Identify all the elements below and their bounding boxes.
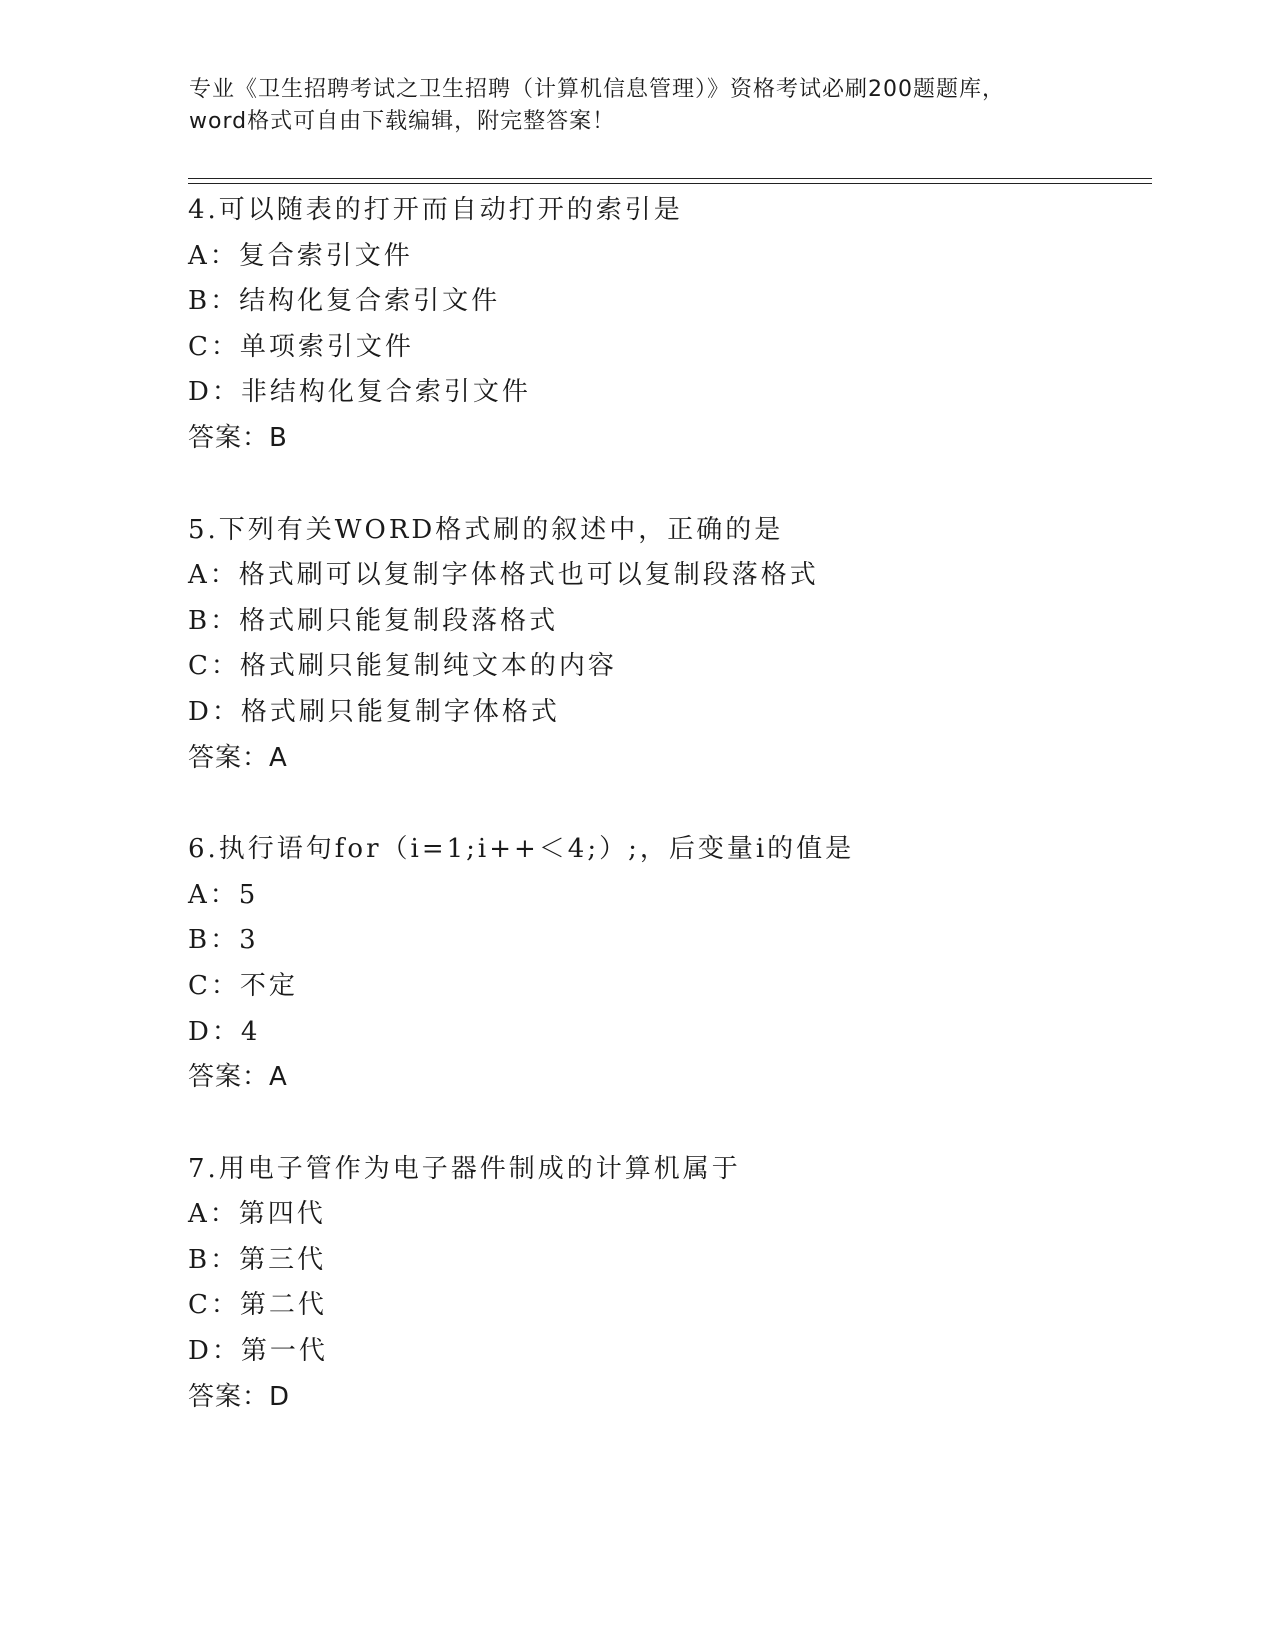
answer: 答案：B [188, 422, 288, 453]
question-7 [188, 1147, 1148, 1421]
option-label: C： [188, 651, 240, 682]
option-text: 4 [240, 1016, 261, 1047]
question-stem: 4.可以随表的打开而自动打开的索引是 [188, 195, 683, 225]
option-a [188, 553, 1148, 599]
option-b [188, 1238, 1148, 1284]
option-d [188, 370, 1148, 416]
option-a [188, 1192, 1148, 1238]
option-text: 第三代 [239, 1244, 327, 1275]
option-label: D： [188, 1336, 241, 1367]
option-label: A： [188, 560, 239, 591]
option-b [188, 599, 1148, 645]
document-header [189, 74, 1089, 138]
option-text: 3 [239, 925, 259, 956]
option-d [188, 690, 1148, 736]
answer: 答案：A [188, 742, 288, 773]
option-b [188, 279, 1148, 325]
question-6 [188, 827, 1148, 1101]
option-text: 格式刷可以复制字体格式也可以复制段落格式 [238, 560, 819, 591]
option-label: A： [188, 879, 239, 910]
option-text: 5 [238, 879, 259, 910]
option-text: 第二代 [239, 1290, 327, 1321]
option-label: C： [188, 331, 240, 362]
option-label: D： [188, 1016, 241, 1047]
option-a [188, 234, 1148, 280]
option-text: 不定 [239, 970, 298, 1001]
option-label: A： [188, 1199, 239, 1230]
option-label: D： [188, 377, 241, 408]
question-stem: 7.用电子管作为电子器件制成的计算机属于 [188, 1153, 741, 1184]
question-4 [188, 188, 1148, 462]
option-label: A： [188, 240, 239, 271]
option-c [188, 325, 1148, 371]
option-label: B： [188, 1244, 240, 1275]
option-label: D： [188, 696, 241, 727]
question-list [188, 188, 1148, 1466]
option-text: 单项索引文件 [239, 331, 414, 362]
answer: 答案：D [188, 1381, 291, 1412]
header-divider-top [188, 178, 1152, 179]
option-label: B： [188, 286, 240, 317]
question-stem: 6.执行语句for（i=1;i++＜4;）;，后变量i的值是 [188, 834, 855, 865]
option-text: 格式刷只能复制字体格式 [240, 696, 560, 727]
option-label: C： [188, 1290, 240, 1321]
option-text: 结构化复合索引文件 [239, 286, 501, 317]
option-c [188, 644, 1148, 690]
option-text: 格式刷只能复制段落格式 [239, 605, 559, 636]
question-stem: 5.下列有关WORD格式刷的叙述中，正确的是 [188, 514, 784, 545]
option-c [188, 1283, 1148, 1329]
header-line-1: 专业《卫生招聘考试之卫生招聘（计算机信息管理）》资格考试必刷200题题库， [189, 77, 1005, 102]
option-b [188, 918, 1148, 964]
header-line-2: word格式可自由下载编辑，附完整答案！ [189, 109, 616, 134]
option-d [188, 1010, 1148, 1056]
option-text: 第一代 [240, 1336, 328, 1367]
option-text: 第四代 [238, 1199, 326, 1230]
option-text: 非结构化复合索引文件 [240, 377, 531, 408]
option-text: 格式刷只能复制纯文本的内容 [239, 651, 617, 682]
answer: 答案：A [188, 1062, 288, 1093]
question-5 [188, 508, 1148, 782]
option-label: C： [188, 970, 240, 1001]
option-label: B： [188, 605, 240, 636]
option-label: B： [188, 925, 240, 956]
option-c [188, 964, 1148, 1010]
option-a [188, 873, 1148, 919]
header-divider-bottom [188, 183, 1152, 184]
option-d [188, 1329, 1148, 1375]
option-text: 复合索引文件 [238, 240, 413, 271]
